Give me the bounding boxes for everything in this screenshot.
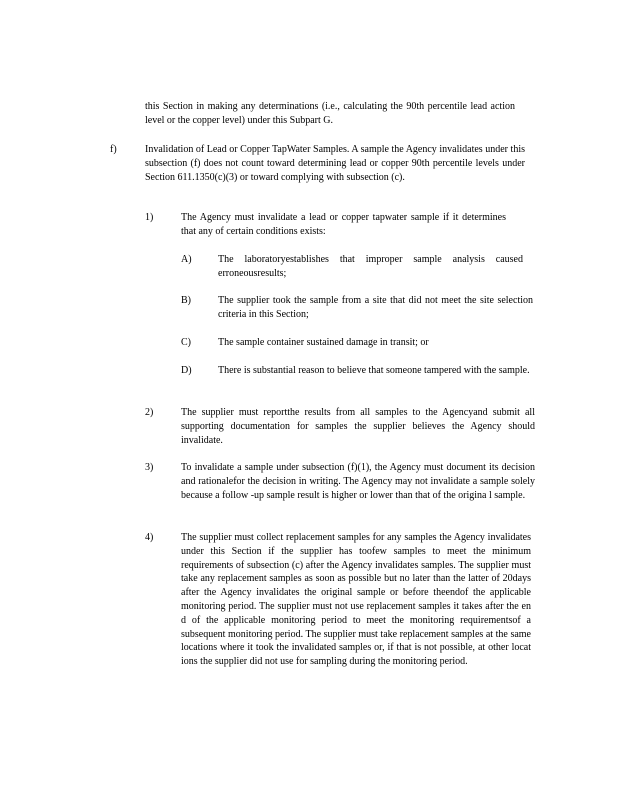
item-2-paragraph	[181, 406, 535, 447]
subitem-d-label: D)	[181, 365, 192, 376]
item-2-label: 2)	[145, 407, 154, 418]
intro-paragraph	[145, 100, 515, 128]
subitem-c-label: C)	[181, 337, 191, 348]
item-1-label: 1)	[145, 212, 154, 223]
subitem-c-text: The sample container sustained damage in transit; or	[218, 337, 429, 348]
item-4-label: 4)	[145, 532, 154, 543]
subitem-d-text: There is substantial reason to believe that someone tampered with the sample.	[218, 365, 530, 376]
subitem-b-paragraph	[218, 294, 533, 322]
subitem-b-label: B)	[181, 295, 191, 306]
item-4-paragraph	[181, 531, 531, 669]
item-3-paragraph	[181, 461, 535, 502]
item-1-text: The Agency must invalidate a lead or copper tapwater sample if it determines that any of certain conditions exists:	[181, 212, 506, 237]
subitem-a-paragraph	[218, 253, 523, 281]
item-3-label: 3)	[145, 462, 154, 473]
section-f-label: f)	[110, 144, 117, 155]
item-2-text: The supplier must reportthe results from all samples to the Agencyand submit all supporting documentation for samples the supplier believes the Agency should invalidate.	[181, 407, 535, 446]
subitem-a-text: The laboratoryestablishes that improper sample analysis caused erroneousresults;	[218, 254, 523, 279]
section-f-paragraph	[145, 143, 525, 184]
intro-text: this Section in making any determinations (i.e., calculating the 90th percentile lead action level or the copper level) under this Subpart G.	[145, 101, 515, 126]
item-1-paragraph	[181, 211, 506, 239]
subitem-c-paragraph	[218, 336, 533, 350]
subitem-d-paragraph	[218, 364, 533, 378]
subitem-a-label: A)	[181, 254, 192, 265]
section-f-text: Invalidation of Lead or Copper TapWater Samples. A sample the Agency invalidates under this subsection (f) does not count toward determining lead or copper 90th percentile levels under Section 611.1350(c)(3) or toward complying with subsection (c).	[145, 144, 525, 183]
item-4-text: The supplier must collect replacement samples for any samples the Agency invalidates under this Section if the supplier has toofew samples to meet the minimum requirements of subsection (c) after the Agency invalidates samples. The supplier must take any replacement samples as soon as possible but no later than the latter of 20days after the Agency invalidates the original sample or before theendof the applicable monitoring period. The supplier must not use replacement samples it takes after the en d of the applicable monitoring period to meet the monitoring requirementsof a subsequent monitoring period. The supplier must take replacement samples at the same locations where it took the invalidated samples or, if that is not possible, at other locat ions the supplier did not use for sampling during the monitoring period.	[181, 532, 531, 668]
subitem-b-text: The supplier took the sample from a site that did not meet the site selection criteria in this Section;	[218, 295, 533, 320]
item-3-text: To invalidate a sample under subsection (f)(1), the Agency must document its decision and rationalefor the decision in writing. The Agency may not invalidate a sample solely because a follow -up sample result is higher or lower than that of the origina l sample.	[181, 462, 535, 501]
